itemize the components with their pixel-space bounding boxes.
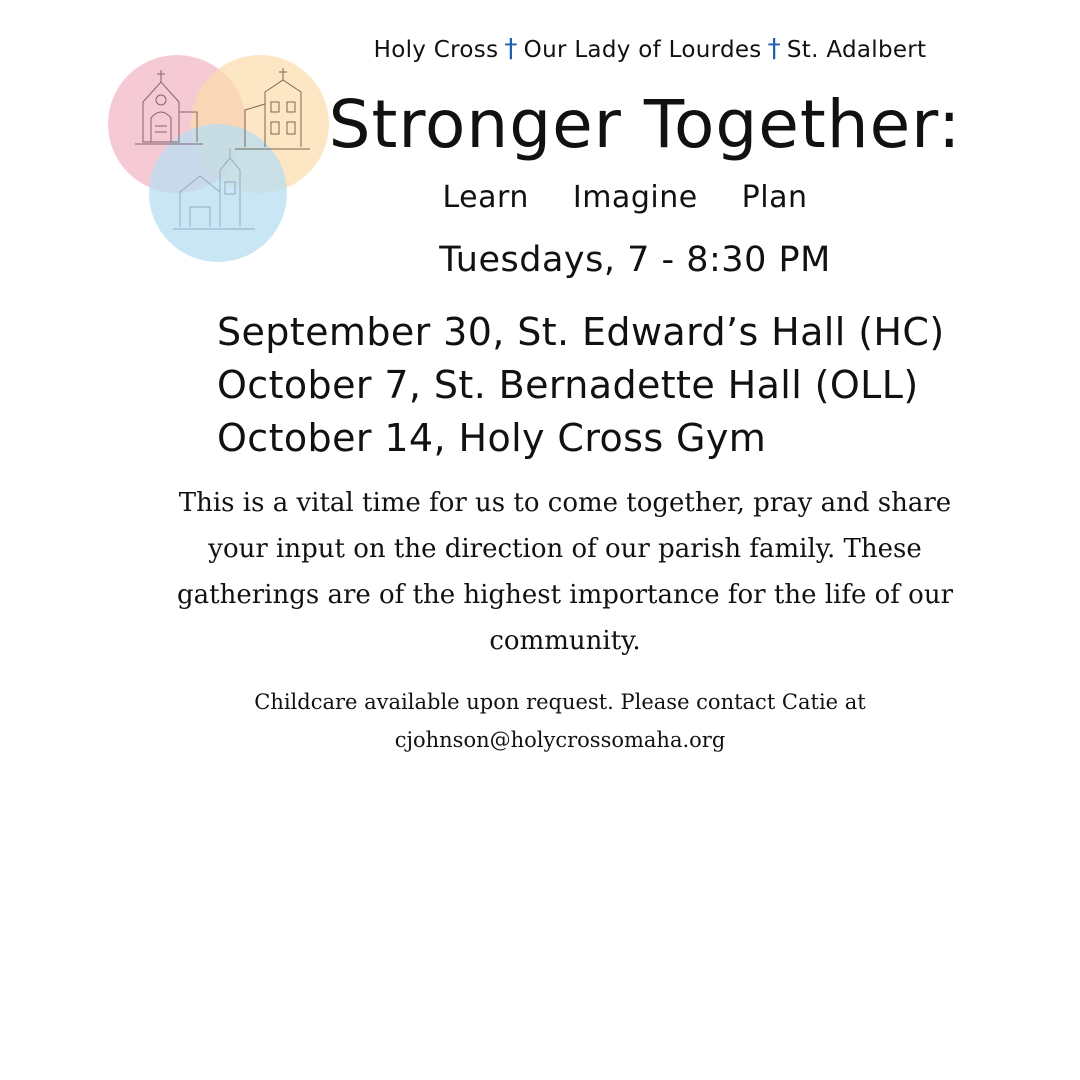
three-churches-venn-icon: [105, 52, 335, 267]
step-learn: Learn: [442, 180, 529, 215]
parish-names: [340, 34, 960, 64]
contact-email: cjohnson@holycrossomaha.org: [394, 728, 726, 752]
meeting-dates-list: [217, 306, 945, 465]
meeting-date-item: October 14, Holy Cross Gym: [217, 416, 767, 460]
parish-st-adalbert: St. Adalbert: [786, 37, 927, 63]
step-imagine: Imagine: [572, 180, 698, 215]
parish-our-lady-of-lourdes: Our Lady of Lourdes: [523, 37, 762, 63]
steps-row: [425, 180, 825, 215]
page-title: Stronger Together:: [328, 86, 962, 163]
childcare-text: Childcare available upon request. Please contact Catie at: [254, 690, 866, 714]
meeting-date-item: September 30, St. Edward’s Hall (HC): [217, 310, 945, 354]
cross-icon: †: [767, 34, 781, 64]
parish-holy-cross: Holy Cross: [373, 37, 499, 63]
cross-icon: †: [504, 34, 518, 64]
meeting-schedule: Tuesdays, 7 - 8:30 PM: [439, 240, 831, 280]
childcare-note: [150, 683, 970, 759]
parishes-logo: [105, 52, 335, 267]
invitation-message: This is a vital time for us to come together, pray and share your input on the direction of our parish family. These gatherings are of the highest importance for the life of our community.: [176, 488, 953, 656]
step-plan: Plan: [741, 180, 808, 215]
meeting-date-item: October 7, St. Bernadette Hall (OLL): [217, 363, 919, 407]
